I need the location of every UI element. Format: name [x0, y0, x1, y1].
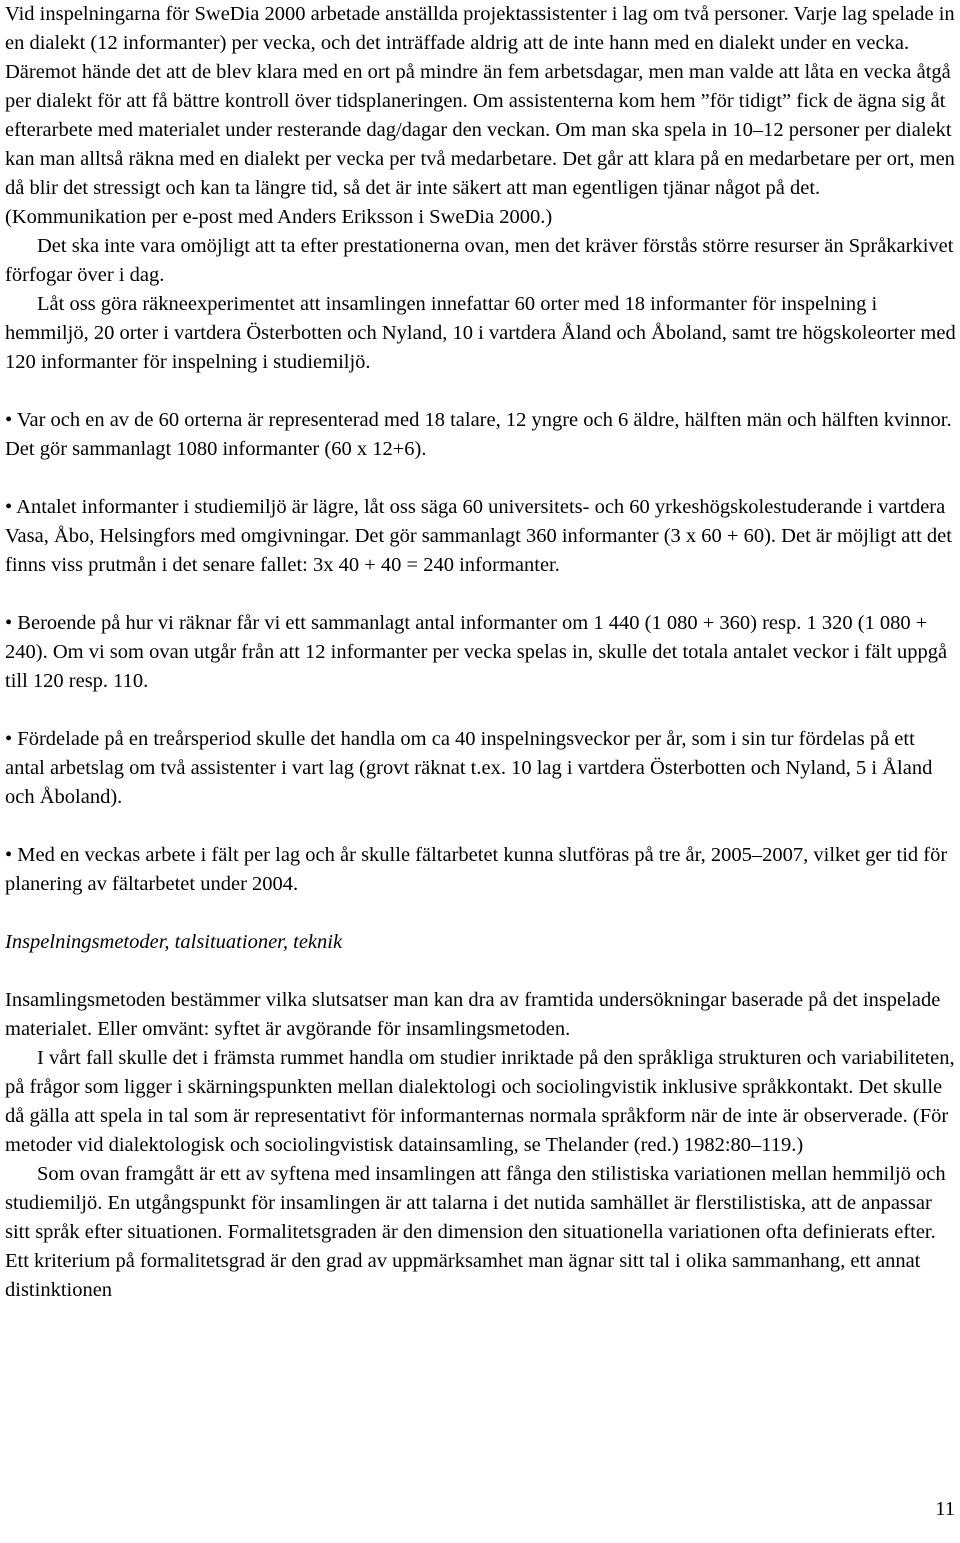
paragraph-collection-method: Insamlingsmetoden bestämmer vilka slutsatser man kan dra av framtida undersökningar baserade på det inspelade materialet. Eller omvänt: syftet är avgörande för insamlingsmetoden.	[5, 989, 941, 1040]
paragraph-stylistic-variation: Som ovan framgått är ett av syftena med insamlingen att fånga den stilistiska variationen mellan hemmiljö och studiemiljö. En utgångspunkt för insamlingen är att talarna i det nutida samhället är flerstilistiska, att de anpassar sitt språk efter situationen. Formalitetsgraden är den dimension den situationella variationen ofta definierats efter. Ett kriterium på formalitetsgrad är den grad av uppmärksamhet man ägnar sitt tal i olika sammanhang, ett annat distinktionen	[5, 1163, 946, 1301]
bullet-item: • Antalet informanter i studiemiljö är lägre, låt oss säga 60 universitets- och 60 yrkeshögskolestuderande i vartdera Vasa, Åbo, Helsingfors med omgivningar. Det gör sammanlagt 360 informanter (3 x 60 + 60). Det är möjligt att det finns viss prutmån i det senare fallet: 3x 40 + 40 = 240 informanter.	[5, 496, 952, 576]
page-number: 11	[935, 1498, 955, 1520]
paragraph-fieldwork-description: Vid inspelningarna för SweDia 2000 arbetade anställda projektassistenter i lag om två personer. Varje lag spelade in en dialekt (12 informanter) per vecka, och det inträffade aldrig att de inte hann med en dialekt under en vecka. Däremot hände det att de blev klara med en ort på mindre än fem arbetsdagar, men man valde att låta en vecka åtgå per dialekt för att få bättre kontroll över tidsplaneringen. Om assistenterna kom hem ”för tidigt” fick de ägna sig åt efterarbete med materialet under resterande dag/dagar den veckan. Om man ska spela in 10–12 personer per dialekt kan man alltså räkna med en dialekt per vecka per två medarbetare. Det går att klara på en medarbetare per ort, men då blir det stressigt och kan ta längre tid, så det är inte säkert att man egentligen tjänar något på det. (Kommunikation per e-post med Anders Eriksson i SweDia 2000.)	[5, 3, 955, 228]
paragraph-research-focus: I vårt fall skulle det i främsta rummet handla om studier inriktade på den språkliga strukturen och variabiliteten, på frågor som ligger i skärningspunkten mellan dialektologi och sociolingvistik inklusive språkkontakt. Det skulle då gälla att spela in tal som är representativt för informanternas normala språkform när de inte är observerade. (För metoder vid dialektologisk och sociolingvistisk datainsamling, se Thelander (red.) 1982:80–119.)	[5, 1047, 955, 1156]
paragraph-calculation-experiment: Låt oss göra räkneexperimentet att insamlingen innefattar 60 orter med 18 informanter för inspelning i hemmiljö, 20 orter i vartdera Österbotten och Nyland, 10 i vartdera Åland och Åboland, samt tre högskoleorter med 120 informanter för inspelning i studiemiljö.	[5, 293, 956, 373]
section-heading: Inspelningsmetoder, talsituationer, teknik	[5, 931, 343, 953]
document-page	[5, 0, 957, 1305]
bullet-item: • Var och en av de 60 orterna är representerad med 18 talare, 12 yngre och 6 äldre, hälften män och hälften kvinnor. Det gör sammanlagt 1080 informanter (60 x 12+6).	[5, 409, 952, 460]
bullet-item: • Med en veckas arbete i fält per lag och år skulle fältarbetet kunna slutföras på tre år, 2005–2007, vilket ger tid för planering av fältarbetet under 2004.	[5, 844, 948, 895]
bullet-item: • Fördelade på en treårsperiod skulle det handla om ca 40 inspelningsveckor per år, som i sin tur fördelas på ett antal arbetslag om två assistenter i vart lag (grovt räknat t.ex. 10 lag i vartdera Österbotten och Nyland, 5 i Åland och Åboland).	[5, 728, 933, 808]
paragraph-resources: Det ska inte vara omöjligt att ta efter prestationerna ovan, men det kräver förstås större resurser än Språkarkivet förfogar över i dag.	[5, 235, 954, 286]
bullet-item: • Beroende på hur vi räknar får vi ett sammanlagt antal informanter om 1 440 (1 080 + 360) resp. 1 320 (1 080 + 240). Om vi som ovan utgår från att 12 informanter per vecka spelas in, skulle det totala antalet veckor i fält uppgå till 120 resp. 110.	[5, 612, 948, 692]
